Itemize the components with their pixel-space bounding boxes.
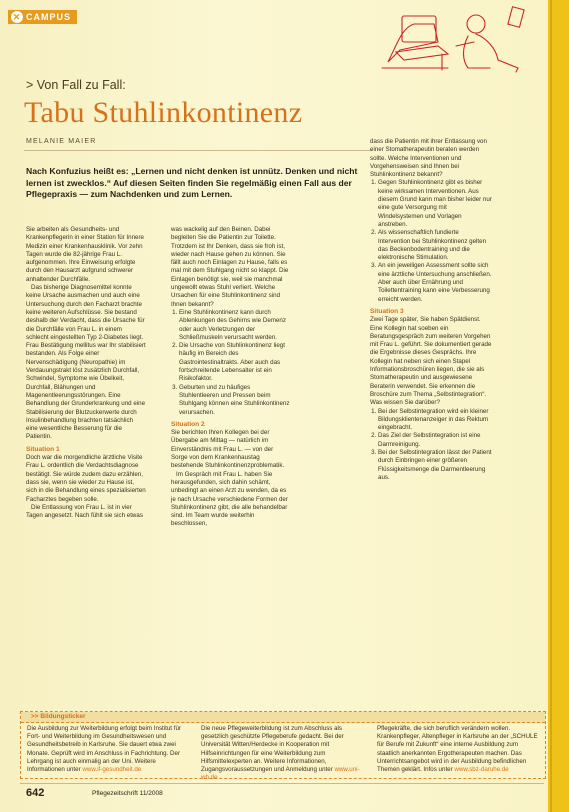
paragraph: Sie arbeiten als Gesundheits- und Krankenpflegerin in einer Station für Innere Medizin einer Krankenhausklinik. Vor zehn Tagen wurde die 82-jährige Frau L. aufgenommen. Ihre Einweisung erfolgte durch den Hausarzt aufgrund schwerer anhaltender Durchfälle. bbox=[26, 226, 144, 283]
info-box-title: >> Bildungsticker bbox=[31, 713, 86, 720]
paragraph: was wackelig auf den Beinen. Dabei begleiten Sie die Patientin zur Toilette. Trotzdem ist Ihr Denken, dass sie froh ist, wieder nach Hause gehen zu können. Sie fällt auch noch Einlagen zu Hause, falls es mal mit dem Stuhlgang nicht so klappt. Die Einlagen benötigt sie, weil sie manchmal ungewollt etwas Stuhl verliert. Welche Ursachen für eine Stuhlinkontinenz sind Ihnen bekannt? bbox=[171, 226, 289, 308]
answer-list bbox=[171, 309, 291, 417]
x-icon: ✕ bbox=[12, 12, 22, 22]
paragraph: Zwei Tage später, Sie haben Spätdienst. Eine Kollegin hat soeben ein Beratungsgespräch zum weiteren Vorgehen mit Frau L. geführt. Sie dokumentiert gerade die Ergebnisse dieses Gesprächs. Ihre Kollegin hat neben sich einen Stapel Informationsbroschüren liegen, die sie als Stomatherapeutin und ausgewiesene Beraterin verwendet. Sie erkennen die Broschüre zum Thema „Selbstintegration“. Was wissen Sie darüber? bbox=[370, 316, 492, 407]
article-kicker: > Von Fall zu Fall: bbox=[26, 78, 126, 92]
list-item: 2. Die Ursache von Stuhlinkontinenz liegt häufig im Bereich des Gastrointestinaltrakts. Aber auch das fortschreitende Lebensalter ist ein Risikofaktor. bbox=[179, 342, 291, 383]
section-label: CAMPUS bbox=[26, 12, 72, 22]
section-header bbox=[8, 8, 77, 26]
answer-list bbox=[370, 408, 492, 483]
paragraph: Im Gespräch mit Frau L. haben Sie herausgefunden, sich dahin schämt, unbedingt an einen Arzt zu wenden, da es je nach Ursache verschiedene Formen der Stuhlinkontinenz gibt, die alle behandelbar sind. Im Team wurde weiterhin beschlossen, bbox=[171, 470, 288, 528]
info-text: Die neue Pflegeweiterbildung ist zum Abschluss als gesetzlich geschützte Pflegeberufe gedacht. Bei der Universität Witten/Herdecke in Kooperation mit Hilfseinrichtungen für eine Weiterbildung zum Hilfsmittelexperten an. Weitere Informationen, Zugangsvoraussetzungen und Anmeldung unter bbox=[201, 725, 344, 774]
page-number: 642 bbox=[26, 787, 45, 799]
list-item: 3. Bei der Selbstintegration lässt der Patient durch Einbringen einer größeren Flüssigkeitsmenge die Darmentleerung aus. bbox=[378, 449, 492, 482]
info-column bbox=[377, 725, 539, 774]
text-column-1 bbox=[26, 226, 146, 520]
paragraph: Doch war die morgendliche ärztliche Visite Frau L. ordentlich die Verdachtsdiagnose bestätigt. Sie würde zudem dazu erzählen, dass sie, wenn sie wieder zu Hause ist, sich in die Behandlung eines spezialisierten Facharztes begeben solle. bbox=[26, 454, 146, 503]
paragraph: Die Entlassung von Frau L. ist in vier Tagen angesetzt. Nach fühlt sie sich etwas bbox=[26, 503, 143, 520]
campus-badge bbox=[8, 10, 77, 24]
article-intro: Nach Konfuzius heißt es: „Lernen und nicht denken ist unnütz. Denken und nicht lernen ist zwecklos.“ Auf diesen Seiten finden Sie regelmäßig einen Fall aus der Pflegepraxis — zum Nachdenken und zum Lernen. bbox=[26, 166, 358, 200]
situation-heading: Situation 1 bbox=[26, 445, 60, 453]
info-column bbox=[201, 725, 363, 782]
article-title: Tabu Stuhlinkontinenz bbox=[24, 96, 303, 129]
answer-list bbox=[370, 179, 492, 303]
info-text: Die Ausbildung zur Weiterbildung erfolgt beim Institut für Fort- und Weiterbildung im Gesundheitswesen und Gesundheitsbetreib in Karlsruhe. Sie dauert etwa zwei Monate. Geprüft wird im Anschluss in Fachrichtung. Der Lehrgang ist auch einmalig an der Uni. Weitere Informationen unter bbox=[27, 725, 181, 774]
footer-divider bbox=[20, 783, 544, 784]
list-item: 2. Als wissenschaftlich fundierte Intervention bei Stuhlinkontinenz gelten das Beckenbodentraining und die elektronische Stimulation. bbox=[378, 229, 492, 262]
list-item: 3. Geburten und zu häufiges Stuhlentleeren und Pressen beim Stuhlgang können eine Stuhlinkontinenz verursachen. bbox=[179, 384, 291, 417]
paragraph: Das bisherige Diagnosemittel konnte keine Ursache ausmachen und auch eine Untersuchung durch den Facharzt brachte keine weiteren Aufschlüsse. Sie bestand deshalb der Verdacht, dass die Ursache für die Durchfälle von Frau L. in einem schlecht eingestellten Typ 2-Diabetes liegt. Frau Bestätigung mellitus war Ihr stabilisiert bestanden. Als Folge einer Nervenschädigung (Neuropathie) im Verdauungstrakt löst zusätzlich Durchfall, Schwindel, Symptome wie Übelkeit, Durchfall, Blähungen und Magenentleerungsstörungen. Eine Behandlung der Grunderkrankung und eine Stabilisierung der Blutzuckerwerte durch Insulinbehandlung brachten tatsächlich eine wesentliche Besserung für die Patientin. bbox=[26, 284, 146, 441]
info-column bbox=[27, 725, 189, 774]
article-author: MELANIE MAIER bbox=[26, 138, 97, 145]
info-link[interactable]: www.uni-wh.de bbox=[201, 766, 360, 782]
list-item: 2. Das Ziel der Selbstintegration ist eine Darmreinigung. bbox=[378, 432, 492, 449]
right-edge-bar bbox=[548, 0, 569, 812]
title-divider bbox=[24, 150, 372, 151]
paragraph: dass die Patientin mit ihrer Entlassung von einer Stomatherapeutin beraten werden sollte. Welche Interventionen und Vorgehensweisen sind Ihnen bei Stuhlinkontinenz bekannt? bbox=[370, 138, 487, 179]
list-item: 1. Bei der Selbstintegration wird ein kleiner Bildungsklientenanzeiger in das Rektum eingebracht. bbox=[378, 408, 492, 433]
info-box bbox=[20, 711, 546, 782]
info-link[interactable]: www.if-gesundheit.de bbox=[82, 766, 142, 774]
situation-heading: Situation 3 bbox=[370, 307, 404, 315]
list-item: 1. Eine Stuhlinkontinenz kann durch Ablenkungen des Gehirns wie Demenz oder auch Verletzungen der Schließmuskeln verursacht werden. bbox=[179, 309, 291, 342]
text-column-3 bbox=[370, 138, 492, 482]
list-item: 3. An ein jeweiligen Assessment sollte sich eine ärztliche Untersuchung anschließen. Aber auch über Ernährung und Toilettentraining kann eine Verbesserung erreicht werden. bbox=[378, 262, 492, 303]
info-link[interactable]: www.sbz-daruhe.de bbox=[454, 766, 509, 774]
info-box-header bbox=[21, 712, 545, 723]
situation-heading: Situation 2 bbox=[171, 420, 205, 428]
text-column-2 bbox=[171, 226, 291, 529]
journal-name: Pflegezeitschrift 11/2008 bbox=[92, 790, 163, 797]
list-item: 1. Gegen Stuhlinkontinenz gibt es bisher keine wirksamen Interventionen. Aus diesem Grund kann man bisher leider nur eine gute Versorgung mit Windelsystemen und Vorlagen anstreben. bbox=[378, 179, 492, 229]
paragraph: Sie berichten Ihren Kollegen bei der Übergabe am Mittag — natürlich im Einverständnis mit Frau L. — von der Sorge von dem Krankenhaustag bestehende Stuhlinkontinenzproblematik. bbox=[171, 429, 285, 470]
info-text: Pflegekräfte, die sich beruflich verändern wollen. Krankenpfleger, Altenpfleger in Karlsruhe an der „SCHULE für Berufe mit Zukunft“ eine interne Ausbildung zum staatlich anerkannten Ergotherapeuten machen. Das Unterrichtsangebot wird in der Ausbildung befindlichen Themen geklärt. Infos unter bbox=[377, 725, 538, 774]
person-at-computer-icon bbox=[378, 2, 528, 74]
